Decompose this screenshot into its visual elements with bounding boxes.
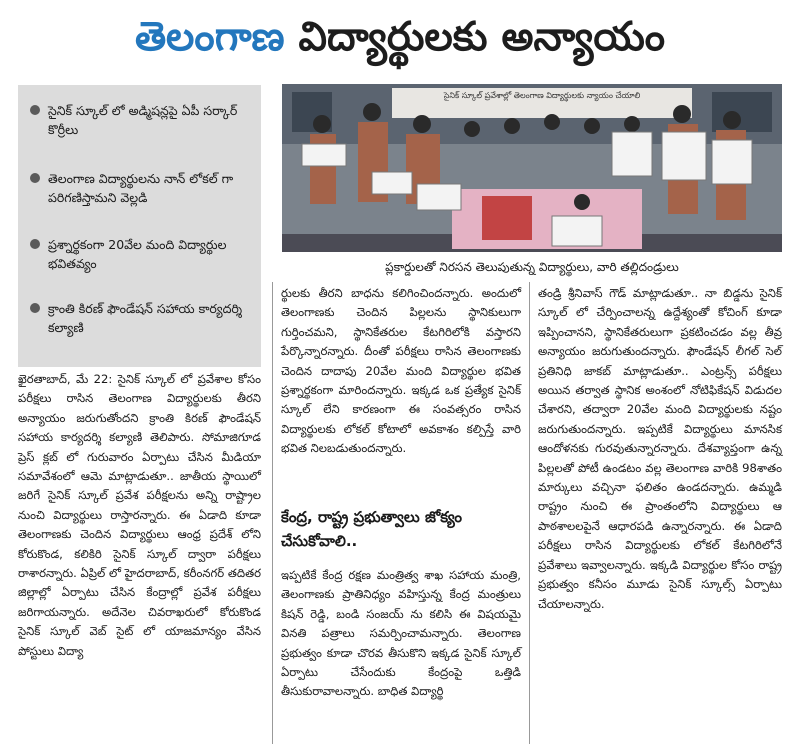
column-divider [272, 282, 273, 744]
headline [0, 0, 800, 74]
highlight-text: సైనిక్ స్కూల్ లో అడ్మిషన్లపై ఏపీ సర్కార్ కొర్రీలు [48, 103, 238, 137]
highlight-item [30, 169, 255, 207]
body-text: ర్థులకు తీరని బాధను కలిగించిందన్నారు. అందులో తెలంగాణకు చెందిన పిల్లలను స్థానికులుగా గుర్తించమని, స్థానికేతరుల కేటగిరిలోకి వస్తారని పేర్కొన్నారన్నారు. దీంతో పరీక్షలు రాసిన తెలంగాణకు చెందిన దాదాపు 20వేల మంది విద్యార్థుల భవిత ప్రశ్నార్థకంగా మారిందన్నారు. ఇక్కడ ఒక ప్రత్యేక సైనిక్ స్కూల్ లేని కారణంగా ఈ సంవత్సరం రాసిన విద్యార్థులకు లోకల్ కోటాలో అవకాశం కల్పిస్తే వారి భవిత నిలబడుతుందన్నారు. [281, 286, 521, 456]
protest-photo [282, 84, 782, 252]
subheading: కేంద్ర, రాష్ట్ర ప్రభుత్వాలు జోక్యం చేసుకోవాలి.. [281, 508, 462, 550]
column-1 [18, 370, 261, 661]
highlight-text: ప్రశ్నార్థకంగా 20వేల మంది విద్యార్థుల భవితవ్యం [48, 237, 227, 271]
headline-part1: తెలంగాణ [134, 14, 285, 60]
bullet-icon [30, 303, 40, 313]
bullet-icon [30, 173, 40, 183]
bullet-icon [30, 105, 40, 115]
body-text: ఇప్పటికే కేంద్ర రక్షణ మంత్రిత్వ శాఖ సహాయ మంత్రి, తెలంగాణకు ప్రాతినిధ్యం వహిస్తున్న కేంద్ర మంత్రులు కిషన్ రెడ్డి, బండి సంజయ్ ను కలిసి ఈ విషయమై వినతి పత్రాలు సమర్పించామన్నారు. తెలంగాణ ప్రభుత్వం కూడా చొరవ తీసుకొని ఇక్కడ సైనిక్ స్కూల్ ఏర్పాటు చేసేందుకు కేంద్రంపై ఒత్తిడి తీసుకురావాలన్నారు. బాధిత విద్యార్థి [281, 568, 521, 699]
headline-part2: విద్యార్థులకు అన్యాయం [298, 14, 666, 60]
highlight-item [30, 299, 255, 337]
protest-photo-illustration [282, 84, 782, 252]
photo-caption: ప్లకార్డులతో నిరసన తెలుపుతున్న విద్యార్థులు, వారి తల్లిదండ్రులు [385, 260, 679, 274]
highlights-box [18, 85, 261, 367]
banner-text: సైనిక్ స్కూల్ ప్రవేశాల్లో తెలంగాణ విద్యార్థులకు న్యాయం చేయాలి [443, 91, 641, 100]
highlight-item [30, 101, 255, 139]
column-3 [538, 284, 782, 614]
highlight-text: క్రాంతి కిరణ్ ఫౌండేషన్ సహాయ కార్యదర్శి కల్యాణి [48, 301, 243, 335]
bullet-icon [30, 239, 40, 249]
column-divider [529, 282, 530, 744]
highlight-text: తెలంగాణ విద్యార్థులను నాన్ లోకల్ గా పరిగణిస్తామని వెల్లడి [48, 171, 234, 205]
column-2-top [281, 284, 521, 459]
body-text: ఖైరతాబాద్, మే 22: సైనిక్ స్కూల్ లో ప్రవేశాల కోసం పరీక్షలు రాసిన తెలంగాణ విద్యార్థులకు తీరని అన్యాయం జరుగుతోందని క్రాంతి కిరణ్ ఫౌండేషన్ సహాయ కార్యదర్శి కల్యాణి తెలిపారు. సోమాజిగూడ ప్రెస్ క్లబ్ లో గురువారం ఏర్పాటు చేసిన మీడియా సమావేశంలో ఆమె మాట్లాడుతూ.. జాతీయ స్థాయిలో జరిగే సైనిక్ స్కూల్ ప్రవేశ పరీక్షలను అన్ని రాష్ట్రాల నుంచి విద్యార్థులు రాస్తారన్నారు. ఈ ఏడాది కూడా తెలంగాణకు చెందిన విద్యార్థులు ఆంధ్ర ప్రదేశ్ లోని కోరుకొండ, కలికిరి సైనిక్ స్కూల్ ద్వారా పరీక్షలు రాశారన్నారు. ఏప్రిల్ లో హైదరాబాద్, కరీంనగర్ తదితర జిల్లాల్లో ఏర్పాటు చేసిన కేంద్రాల్లో ప్రవేశ పరీక్షలు జరిగాయన్నారు. అదేనెల చివరాఖరులో కోరుకొండ సైనిక్ స్కూల్ వెబ్ సైట్ లో యాజమాన్యం వేసిన పోస్టులు విద్యా [18, 372, 261, 658]
highlight-item [30, 235, 255, 273]
column-2-bottom [281, 566, 521, 702]
body-text: తండ్రి శ్రీనివాస్ గౌడ్ మాట్లాడుతూ.. నా బిడ్డను సైనిక్ స్కూల్ లో చేర్పించాలన్న ఉద్దేశ్యంతో కోచింగ్ కూడా ఇప్పించానని, స్థానికేతరులుగా ప్రకటించడం వల్ల తీవ్ర అన్యాయం జరుగుతుందన్నారు. ఫౌండేషన్ లీగల్ సెల్ ప్రతినిధి జాకబ్ మాట్లాడుతూ.. ఎంట్రన్స్ పరీక్షలు అయిన తర్వాత స్థానిక అంశంలో నోటిఫికేషన్ విడుదల చేశారని, తద్వారా 20వేల మంది విద్యార్థులకు నష్టం జరుగుతుందన్నారు. ఇప్పటికే విద్యార్థులు మానసిక ఆందోళనకు గురవుతున్నారన్నారు. దేశవ్యాప్తంగా ఉన్న పిల్లలతో పోటీ ఉండటం వల్ల తెలంగాణ వారికి 98శాతం మార్కులు వచ్చినా ఫలితం ఉండదన్నారు. ఉమ్మడి రాష్ట్రం నుంచి ఈ ప్రాంతంలోని విద్యార్థులు ఆ పాఠశాలలపైనే ఆధారపడి ఉన్నారన్నారు. ఈ ఏడాది పరీక్షలు రాసిన విద్యార్థులకు లోకల్ కేటగిరిలోనే ప్రవేశాలు ఇవ్వాలన్నారు. ఇక్కడి విద్యార్థుల కోసం రాష్ట్ర ప్రభుత్వం కనీసం మూడు సైనిక్ స్కూల్స్ ఏర్పాటు చేయాలన్నారు. [538, 286, 782, 611]
